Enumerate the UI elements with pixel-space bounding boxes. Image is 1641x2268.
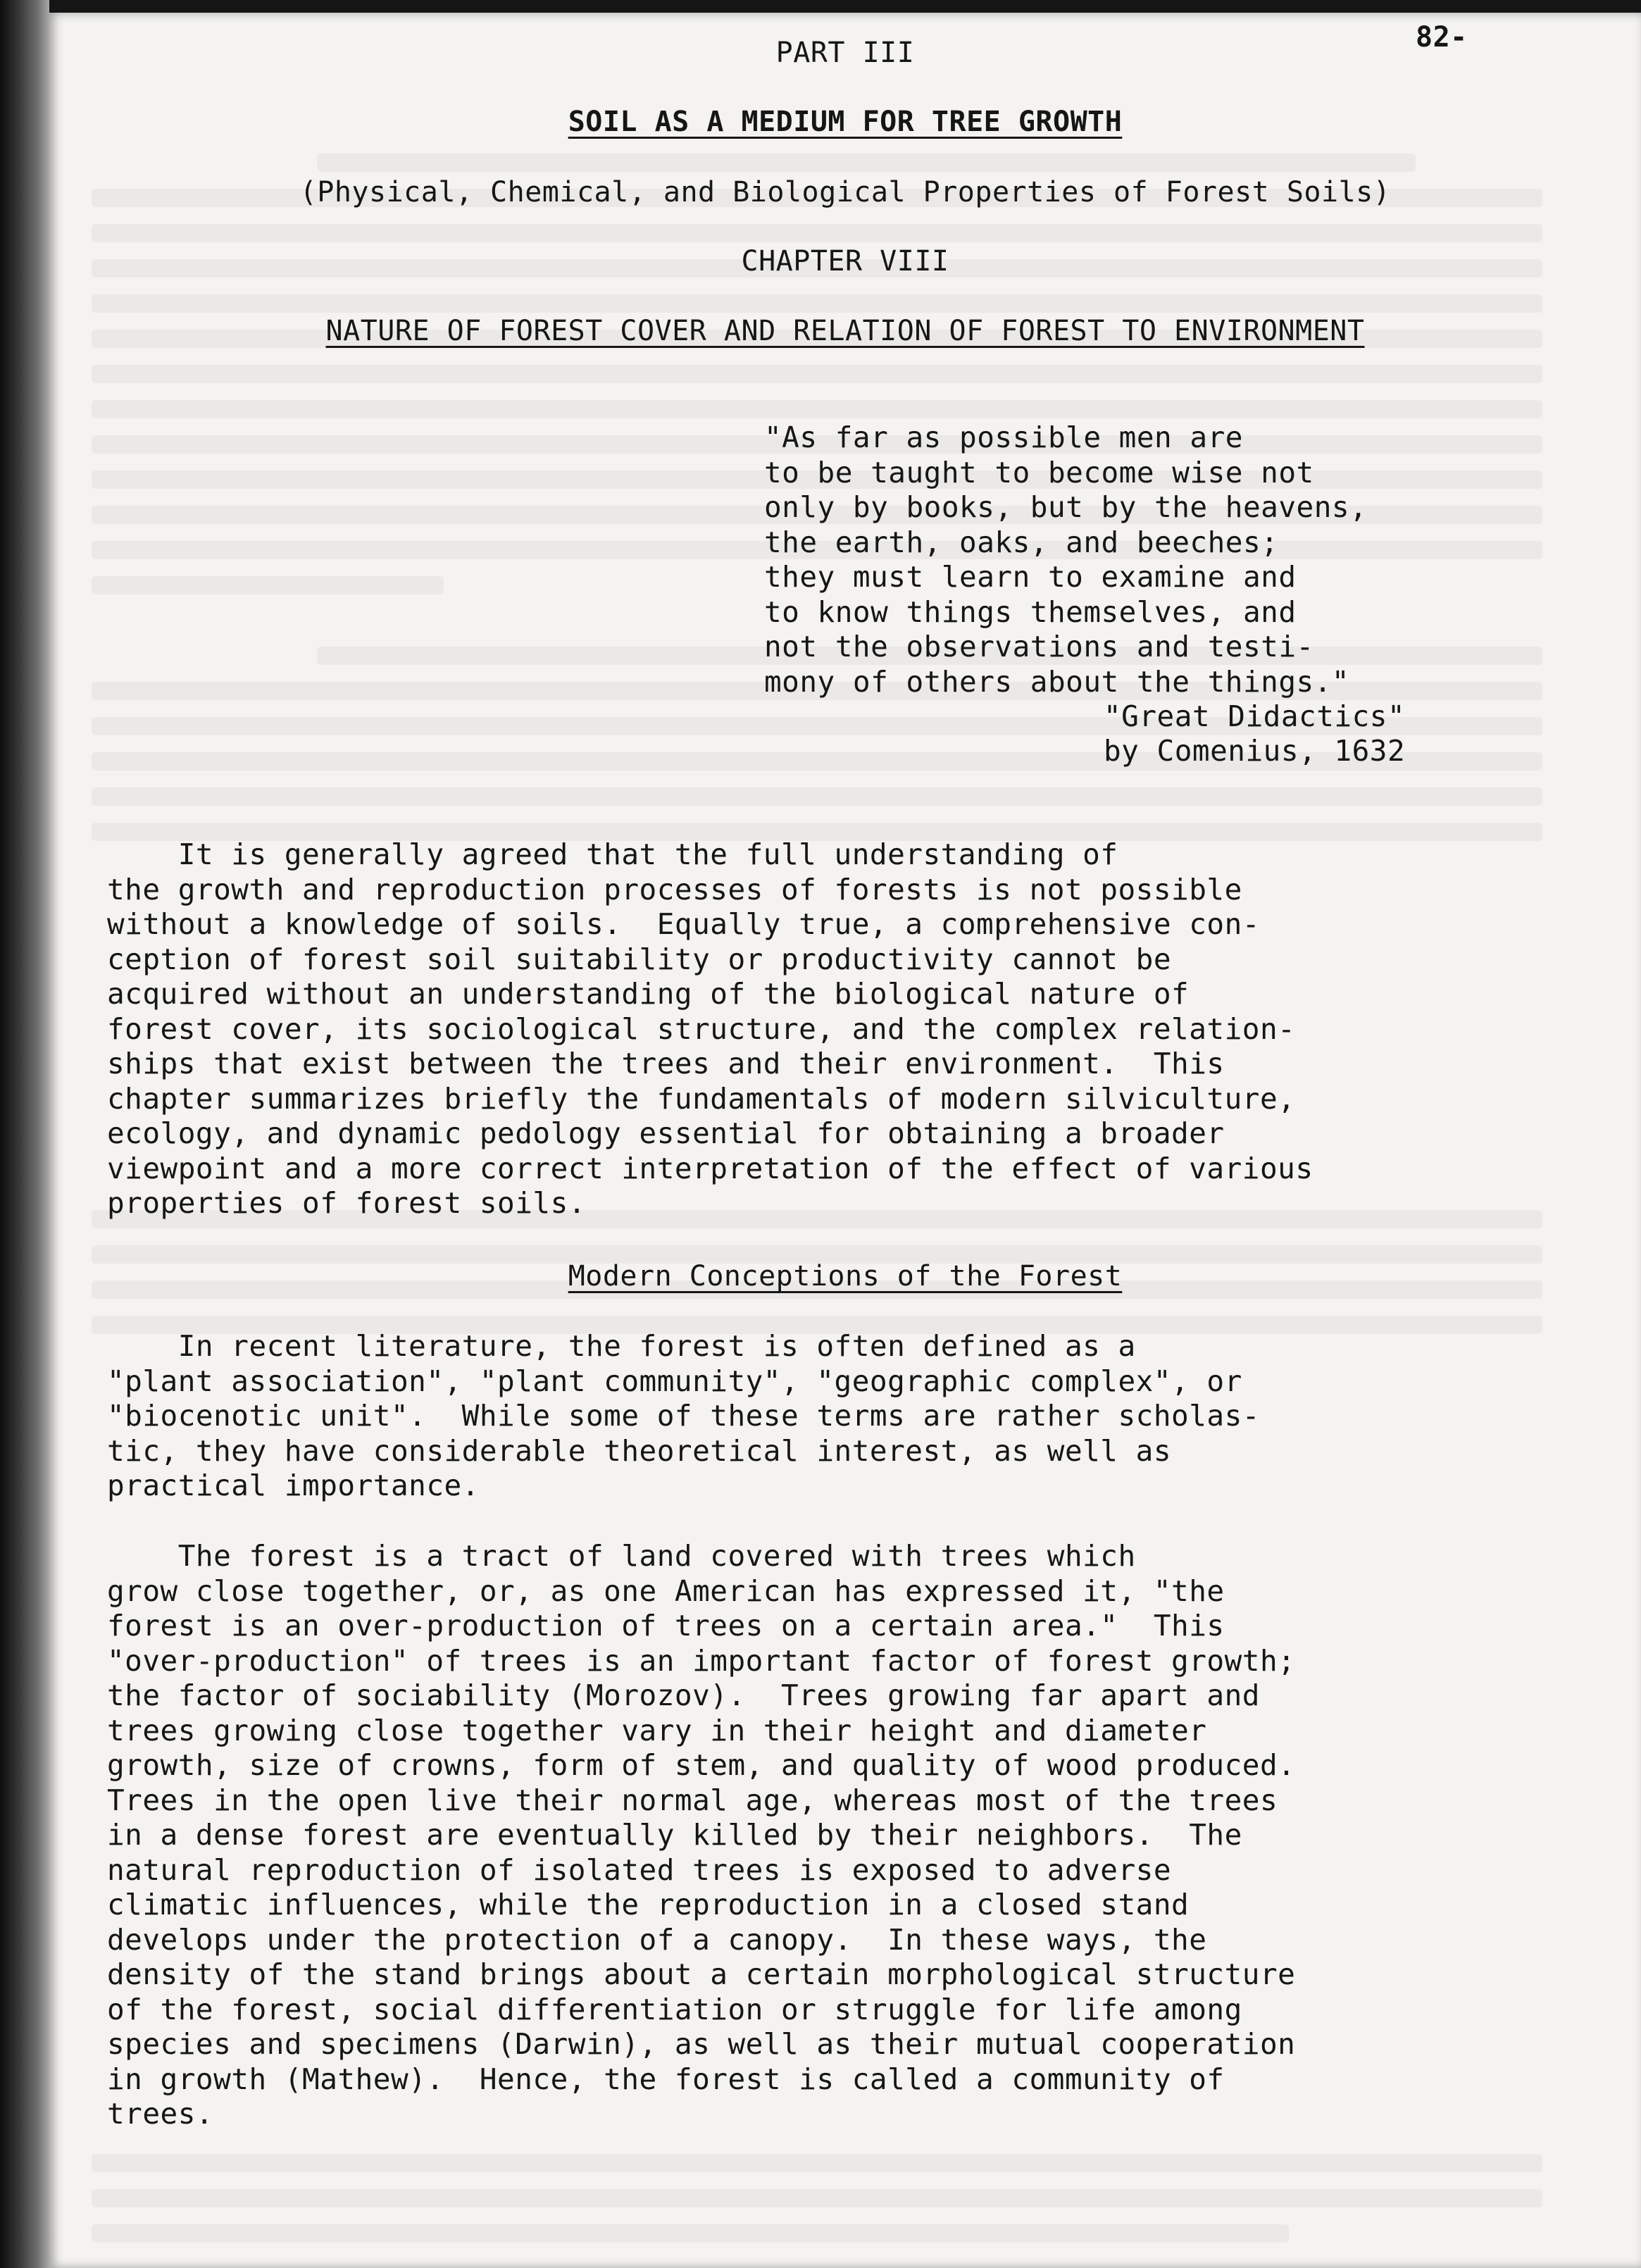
chapter-title: NATURE OF FOREST COVER AND RELATION OF FOREST TO ENVIRONMENT: [325, 315, 1365, 347]
book-binding-shadow: [0, 0, 49, 2268]
paragraph-definitions: In recent literature, the forest is often defined as a "plant association", "plant community", "geographic complex", or "biocenotic unit". While some of these terms are rather scholas- tic, they have considerable theoretical interest, as well as practical importance.: [107, 1329, 1260, 1502]
chapter-label: CHAPTER VIII: [741, 245, 949, 278]
part-subtitle: (Physical, Chemical, and Biological Properties of Forest Soils): [299, 176, 1391, 208]
epigraph-author: by Comenius, 1632: [1104, 734, 1406, 768]
section-heading: Modern Conceptions of the Forest: [568, 1260, 1123, 1292]
part-title: SOIL AS A MEDIUM FOR TREE GROWTH: [568, 106, 1123, 138]
epigraph-quote: "As far as possible men are to be taught to become wise not only by books, but by the heavens, the earth, oaks, and beeches; they must learn to examine and to know things themselves, and not the observations and testi- mony of others about the things.": [764, 420, 1368, 699]
part-label: PART III: [775, 37, 915, 69]
paragraph-forest-community: The forest is a tract of land covered with trees which grow close together, or, as one American has expressed it, "the forest is an over-production of trees on a certain area." This "over-production" of trees is an important factor of forest growth; the factor of sociability (Morozov). Trees growing far apart and trees growing close together vary in their height and diameter growth, size of crowns, form of stem, and quality of wood produced. Trees in the open live their normal age, whereas most of the trees in a dense forest are eventually killed by their neighbors. The natural reproduction of isolated trees is exposed to adverse climatic influences, while the reproduction in a closed stand develops under the protection of a canopy. In these ways, the density of the stand brings about a certain morphological structure of the forest, social differentiation or struggle for life among species and specimens (Darwin), as well as their mutual cooperation in growth (Mathew). Hence, the forest is called a community of trees.: [107, 1539, 1296, 2131]
epigraph-work: "Great Didactics": [1104, 699, 1406, 733]
paragraph-intro: It is generally agreed that the full understanding of the growth and reproduction processes of forests is not possible without a knowledge of soils. Equally true, a comprehensive con- ception of forest soil suitability or productivity cannot be acquired without an understanding of the biological nature of forest cover, its sociological structure, and the complex relation- ships that exist between the trees and their environment. This chapter summarizes briefly the fundamentals of modern silviculture, ecology, and dynamic pedology essential for obtaining a broader viewpoint and a more correct interpretation of the effect of various properties of forest soils.: [107, 837, 1314, 1220]
page-number: 82-: [1416, 21, 1468, 54]
